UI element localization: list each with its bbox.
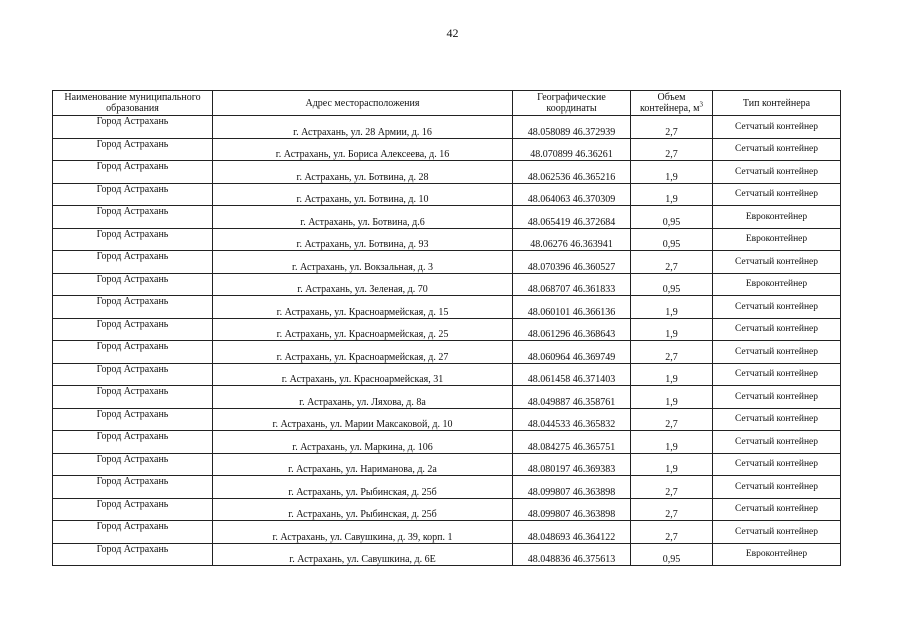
header-address: Адрес месторасположения (213, 91, 513, 116)
cell-container-type: Сетчатый контейнер (713, 363, 841, 386)
cell-address: г. Астрахань, ул. Ляхова, д. 8а (213, 386, 513, 409)
table-row (53, 116, 841, 139)
cell-municipality: Город Астрахань (53, 408, 213, 431)
header-municipality: Наименование муниципального образования (53, 91, 213, 116)
cell-container-type: Сетчатый контейнер (713, 498, 841, 521)
cell-coordinates: 48.065419 46.372684 (513, 206, 631, 229)
table-row (53, 453, 841, 476)
cell-municipality: Город Астрахань (53, 161, 213, 184)
cell-container-type: Сетчатый контейнер (713, 521, 841, 544)
cell-municipality: Город Астрахань (53, 251, 213, 274)
header-type: Тип контейнера (713, 91, 841, 116)
table-row (53, 386, 841, 409)
cell-container-type: Сетчатый контейнер (713, 183, 841, 206)
cell-container-type: Сетчатый контейнер (713, 453, 841, 476)
table-row (53, 228, 841, 251)
cell-coordinates: 48.048693 46.364122 (513, 521, 631, 544)
cell-address: г. Астрахань, ул. Маркина, д. 106 (213, 431, 513, 454)
cell-volume: 1,9 (631, 453, 713, 476)
cell-volume: 2,7 (631, 476, 713, 499)
cell-address: г. Астрахань, ул. 28 Армии, д. 16 (213, 116, 513, 139)
cell-coordinates: 48.060964 46.369749 (513, 341, 631, 364)
cell-address: г. Астрахань, ул. Савушкина, д. 39, корп. 1 (213, 521, 513, 544)
cell-coordinates: 48.070396 46.360527 (513, 251, 631, 274)
cell-address: г. Астрахань, ул. Бориса Алексеева, д. 16 (213, 138, 513, 161)
cell-volume: 2,7 (631, 341, 713, 364)
cell-volume: 1,9 (631, 296, 713, 319)
cell-municipality: Город Астрахань (53, 498, 213, 521)
header-coordinates: Географические координаты (513, 91, 631, 116)
cell-coordinates: 48.061458 46.371403 (513, 363, 631, 386)
cell-address: г. Астрахань, ул. Рыбинская, д. 25б (213, 476, 513, 499)
cell-container-type: Евроконтейнер (713, 273, 841, 296)
cell-address: г. Астрахань, ул. Марии Максаковой, д. 10 (213, 408, 513, 431)
table-row (53, 341, 841, 364)
table-row (53, 273, 841, 296)
cell-address: г. Астрахань, ул. Красноармейская, д. 15 (213, 296, 513, 319)
cell-container-type: Евроконтейнер (713, 228, 841, 251)
cell-municipality: Город Астрахань (53, 341, 213, 364)
cell-volume: 2,7 (631, 138, 713, 161)
cell-address: г. Астрахань, ул. Зеленая, д. 70 (213, 273, 513, 296)
cell-municipality: Город Астрахань (53, 273, 213, 296)
table-header-row (53, 91, 841, 116)
cell-coordinates: 48.068707 46.361833 (513, 273, 631, 296)
cell-address: г. Астрахань, ул. Ботвина, д. 93 (213, 228, 513, 251)
cell-municipality: Город Астрахань (53, 543, 213, 566)
table-row (53, 498, 841, 521)
cell-municipality: Город Астрахань (53, 116, 213, 139)
cell-volume: 2,7 (631, 498, 713, 521)
cell-container-type: Евроконтейнер (713, 543, 841, 566)
cell-container-type: Сетчатый контейнер (713, 161, 841, 184)
cell-volume: 1,9 (631, 318, 713, 341)
cell-container-type: Евроконтейнер (713, 206, 841, 229)
cell-coordinates: 48.044533 46.365832 (513, 408, 631, 431)
cell-volume: 2,7 (631, 521, 713, 544)
cell-coordinates: 48.062536 46.365216 (513, 161, 631, 184)
cell-municipality: Город Астрахань (53, 521, 213, 544)
cell-coordinates: 48.049887 46.358761 (513, 386, 631, 409)
cell-coordinates: 48.099807 46.363898 (513, 498, 631, 521)
table-row (53, 161, 841, 184)
table-body (53, 116, 841, 566)
cell-volume: 0,95 (631, 228, 713, 251)
cell-container-type: Сетчатый контейнер (713, 296, 841, 319)
cell-volume: 1,9 (631, 183, 713, 206)
cell-municipality: Город Астрахань (53, 296, 213, 319)
cell-container-type: Сетчатый контейнер (713, 431, 841, 454)
header-volume-unit-exponent: 3 (699, 100, 703, 109)
cell-coordinates: 48.080197 46.369383 (513, 453, 631, 476)
cell-container-type: Сетчатый контейнер (713, 116, 841, 139)
table-row (53, 251, 841, 274)
cell-municipality: Город Астрахань (53, 363, 213, 386)
cell-coordinates: 48.070899 46.36261 (513, 138, 631, 161)
cell-container-type: Сетчатый контейнер (713, 318, 841, 341)
page-number: 42 (446, 26, 459, 40)
cell-container-type: Сетчатый контейнер (713, 138, 841, 161)
cell-municipality: Город Астрахань (53, 431, 213, 454)
cell-address: г. Астрахань, ул. Савушкина, д. 6Е (213, 543, 513, 566)
cell-volume: 2,7 (631, 116, 713, 139)
cell-municipality: Город Астрахань (53, 183, 213, 206)
container-sites-table (52, 90, 841, 566)
cell-municipality: Город Астрахань (53, 453, 213, 476)
cell-address: г. Астрахань, ул. Красноармейская, 31 (213, 363, 513, 386)
table-row (53, 296, 841, 319)
header-volume-label: Объем контейнера, м (640, 92, 700, 114)
cell-address: г. Астрахань, ул. Вокзальная, д. 3 (213, 251, 513, 274)
cell-municipality: Город Астрахань (53, 318, 213, 341)
cell-volume: 0,95 (631, 206, 713, 229)
table-row (53, 206, 841, 229)
cell-address: г. Астрахань, ул. Ботвина, д.6 (213, 206, 513, 229)
cell-volume: 1,9 (631, 431, 713, 454)
cell-coordinates: 48.099807 46.363898 (513, 476, 631, 499)
cell-volume: 0,95 (631, 543, 713, 566)
table-row (53, 318, 841, 341)
cell-container-type: Сетчатый контейнер (713, 251, 841, 274)
cell-container-type: Сетчатый контейнер (713, 386, 841, 409)
header-volume (631, 91, 713, 116)
cell-address: г. Астрахань, ул. Красноармейская, д. 27 (213, 341, 513, 364)
cell-coordinates: 48.061296 46.368643 (513, 318, 631, 341)
table-row (53, 183, 841, 206)
table-row (53, 363, 841, 386)
cell-container-type: Сетчатый контейнер (713, 341, 841, 364)
cell-municipality: Город Астрахань (53, 476, 213, 499)
table-row (53, 476, 841, 499)
table-row (53, 521, 841, 544)
cell-volume: 2,7 (631, 408, 713, 431)
cell-address: г. Астрахань, ул. Красноармейская, д. 25 (213, 318, 513, 341)
cell-container-type: Сетчатый контейнер (713, 476, 841, 499)
table-row (53, 543, 841, 566)
cell-volume: 2,7 (631, 251, 713, 274)
table-row (53, 408, 841, 431)
cell-coordinates: 48.058089 46.372939 (513, 116, 631, 139)
cell-coordinates: 48.06276 46.363941 (513, 228, 631, 251)
table-row (53, 138, 841, 161)
cell-volume: 1,9 (631, 363, 713, 386)
cell-coordinates: 48.084275 46.365751 (513, 431, 631, 454)
cell-coordinates: 48.060101 46.366136 (513, 296, 631, 319)
cell-municipality: Город Астрахань (53, 228, 213, 251)
cell-coordinates: 48.064063 46.370309 (513, 183, 631, 206)
cell-volume: 1,9 (631, 161, 713, 184)
cell-address: г. Астрахань, ул. Нариманова, д. 2а (213, 453, 513, 476)
cell-address: г. Астрахань, ул. Ботвина, д. 10 (213, 183, 513, 206)
cell-container-type: Сетчатый контейнер (713, 408, 841, 431)
cell-address: г. Астрахань, ул. Рыбинская, д. 25б (213, 498, 513, 521)
cell-coordinates: 48.048836 46.375613 (513, 543, 631, 566)
cell-municipality: Город Астрахань (53, 138, 213, 161)
cell-volume: 0,95 (631, 273, 713, 296)
cell-address: г. Астрахань, ул. Ботвина, д. 28 (213, 161, 513, 184)
table-row (53, 431, 841, 454)
cell-volume: 1,9 (631, 386, 713, 409)
cell-municipality: Город Астрахань (53, 206, 213, 229)
cell-municipality: Город Астрахань (53, 386, 213, 409)
